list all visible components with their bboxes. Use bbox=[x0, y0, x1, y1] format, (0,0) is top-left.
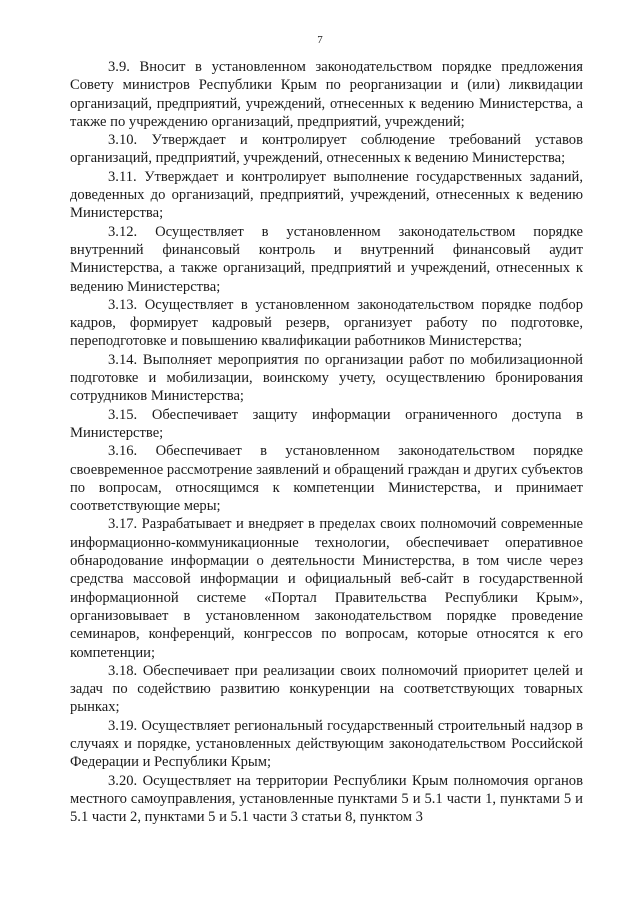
paragraph-3-19: 3.19. Осуществляет региональный государственный строительный надзор в случаях и порядке, установленных действующим законодательством Российской Федерации и Республики Крым; bbox=[70, 717, 583, 771]
paragraph-3-14: 3.14. Выполняет мероприятия по организации работ по мобилизационной подготовке и мобилизации, воинскому учету, осуществлению бронирования сотрудников Министерства; bbox=[70, 351, 583, 405]
paragraph-3-16: 3.16. Обеспечивает в установленном законодательством порядке своевременное рассмотрение заявлений и обращений граждан и других субъектов по вопросам, относящимся к компетенции Министерства, и принимает соответствующие меры; bbox=[70, 443, 583, 515]
paragraph-3-20: 3.20. Осуществляет на территории Республики Крым полномочия органов местного самоуправления, установленные пунктами 5 и 5.1 части 1, пунктами 5 и 5.1 части 2, пунктами 5 и 5.1 части 3 статьи 8, пунктом 3 bbox=[70, 772, 583, 826]
paragraph-3-11: 3.11. Утверждает и контролирует выполнение государственных заданий, доведенных до организаций, предприятий, учреждений, отнесенных к ведению Министерства; bbox=[70, 168, 583, 222]
paragraph-3-18: 3.18. Обеспечивает при реализации своих полномочий приоритет целей и задач по содействию развитию конкуренции на соответствующих товарных рынках; bbox=[70, 662, 583, 716]
paragraph-3-15: 3.15. Обеспечивает защиту информации ограниченного доступа в Министерстве; bbox=[70, 406, 583, 441]
paragraph-3-10: 3.10. Утверждает и контролирует соблюдение требований уставов организаций, предприятий, учреждений, отнесенных к ведению Министерства; bbox=[70, 132, 583, 167]
paragraph-3-13: 3.13. Осуществляет в установленном законодательством порядке подбор кадров, формирует кадровый резерв, организует работу по подготовке, переподготовке и повышению квалификации работников Министерства; bbox=[70, 296, 583, 350]
paragraph-3-12: 3.12. Осуществляет в установленном законодательством порядке внутренний финансовый контроль и внутренний финансовый аудит Министерства, а также организаций, предприятий и учреждений, отнесенных к ведению Министерства; bbox=[70, 223, 583, 295]
page-number: 7 bbox=[317, 34, 323, 46]
document-body bbox=[70, 58, 583, 826]
paragraph-3-9: 3.9. Вносит в установленном законодательством порядке предложения Совету министров Республики Крым по реорганизации и (или) ликвидации организаций, предприятий, учреждений, отнесенных к ведению Министерства, а также по учреждению организаций, предприятий, учреждений; bbox=[70, 59, 583, 130]
paragraph-3-17: 3.17. Разрабатывает и внедряет в пределах своих полномочий современные информационно-коммуникационные технологии, обеспечивает оперативное обнародование информации о деятельности Министерства, в том числе через средства массовой информации и официальный веб-сайт в государственной информационной системе «Портал Правительства Республики Крым», организовывает в установленном законодательством порядке проведение семинаров, конференций, конгрессов по вопросам, которые относятся к его компетенции; bbox=[70, 516, 583, 661]
